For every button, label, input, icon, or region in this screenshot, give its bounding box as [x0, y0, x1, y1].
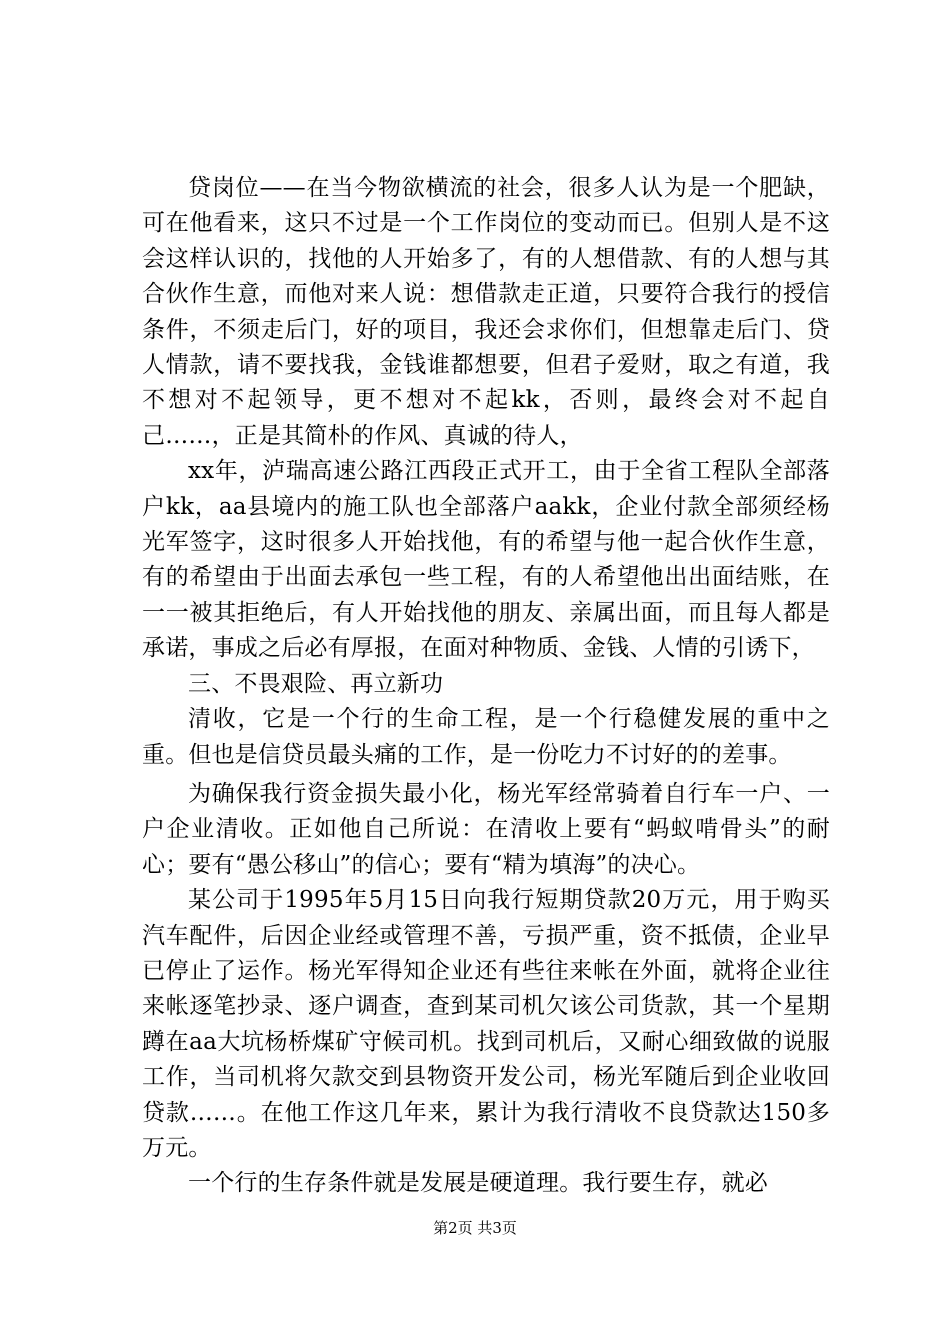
paragraph-minimize-loss: 为确保我行资金损失最小化，杨光军经常骑着自行车一户、一户企业清收。正如他自己所说：在清收上要有“蚂蚁啃骨头”的耐心；要有“愚公移山”的信心；要有“精为填海”的决心。	[142, 780, 830, 878]
section-heading: 三、不畏艰险、再立新功	[188, 670, 444, 697]
body-text	[142, 171, 830, 1202]
paragraph-expressway: xx年，泸瑞高速公路江西段正式开工，由于全省工程队全部落户kk，aa县境内的施工队也全部落户aakk，企业付款全部须经杨光军签字，这时很多人开始找他，有的希望与他一起合伙作生意，有的希望由于出面去承包一些工程，有的人希望他出出面结账，在一一被其拒绝后，有人开始找他的朋友、亲属出面，而且每人都是承诺，事成之后必有厚报，在面对种物质、金钱、人情的引诱下，	[142, 458, 830, 662]
page-footer: 第2页 共3页	[433, 1219, 517, 1237]
paragraph-collection: 清收，它是一个行的生命工程，是一个行稳健发展的重中之重。但也是信贷员最头痛的工作，是一份吃力不讨好的的差事。	[142, 706, 830, 768]
paragraph-company-case: 某公司于1995年5月15日向我行短期贷款20万元，用于购买汽车配件，后因企业经或管理不善，亏损严重，资不抵债，企业早已停止了运作。杨光军得知企业还有些往来帐在外面，就将企业往来帐逐笔抄录、逐户调查，查到某司机欠该公司货款，其一个星期蹲在aa大坑杨桥煤矿守候司机。找到司机后，又耐心细致做的说服工作，当司机将欠款交到县物资开发公司，杨光军随后到企业收回贷款……。在他工作这几年来，累计为我行清收不良贷款达150多万元。	[142, 887, 830, 1161]
paragraph-development: 一个行的生存条件就是发展是硬道理。我行要生存，就必	[188, 1170, 768, 1197]
paragraph-loan-post: 贷岗位——在当今物欲横流的社会，很多人认为是一个肥缺，可在他看来，这只不过是一个工作岗位的变动而已。但别人是不这会这样认识的，找他的人开始多了，有的人想借款、有的人想与其合伙作生意，而他对来人说：想借款走正道，只要符合我行的授信条件，不须走后门，好的项目，我还会求你们，但想靠走后门、贷人情款，请不要找我，金钱谁都想要，但君子爱财，取之有道，我不想对不起领导，更不想对不起kk，否则，最终会对不起自己……，正是其简朴的作风、真诚的待人，	[142, 175, 830, 449]
